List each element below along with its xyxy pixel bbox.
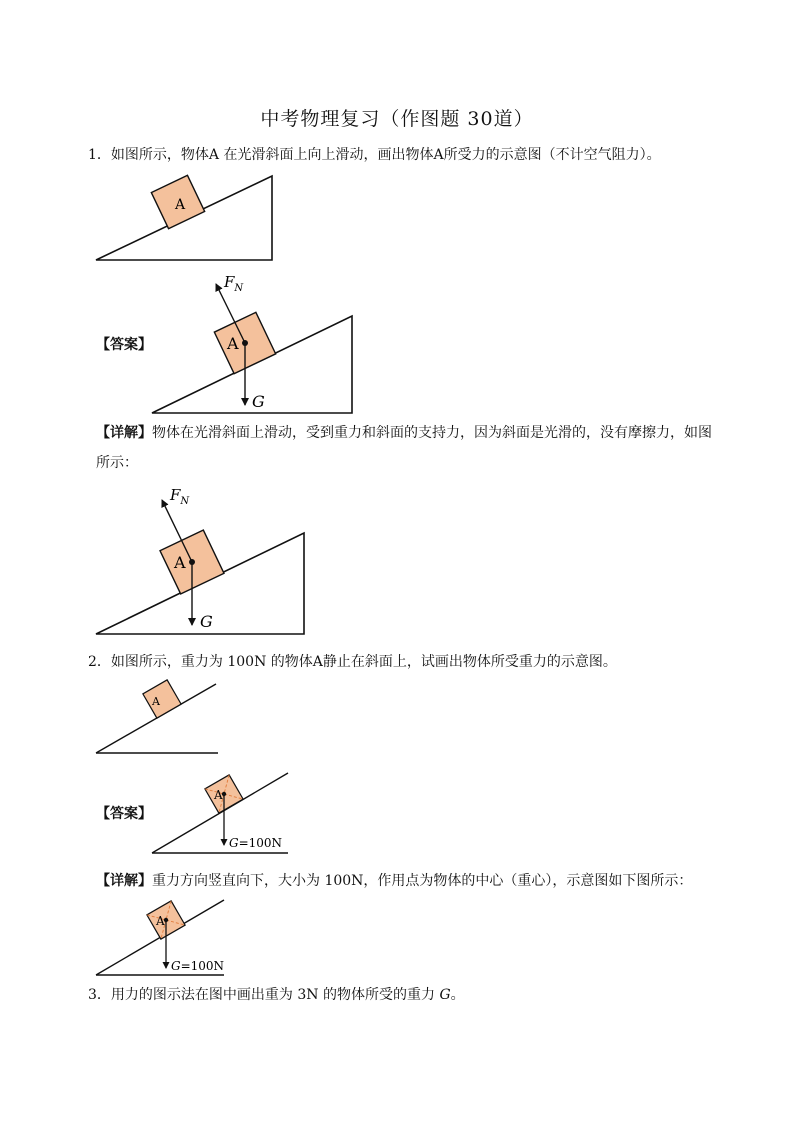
question-3: [88, 985, 465, 1005]
block-label: A: [214, 788, 223, 802]
block-label: A: [174, 553, 186, 572]
force-normal-label: $F_N$: [224, 273, 244, 294]
force-normal-label: $F_N$: [170, 486, 190, 507]
gravity-label: G=100N: [229, 836, 283, 850]
question-text: 如图所示，物体A 在光滑斜面上向上滑动，画出物体A所受力的示意图（不计空气阻力）。: [110, 147, 661, 163]
detail-text: 重力方向竖直向下，大小为 100N，作用点为物体的中心（重心），示意图如下图所示：: [152, 873, 693, 889]
question-number: 1．: [88, 147, 111, 163]
answer-tag: 【答案】: [96, 337, 152, 353]
block-label: A: [227, 334, 239, 353]
question-text: 用力的图示法在图中画出重为 3N 的物体所受的重力: [110, 987, 440, 1003]
gravity-label: G: [252, 392, 265, 411]
detail-tag: 【详解】: [96, 873, 152, 889]
page-title: 中考物理复习（作图题 30道）: [260, 108, 534, 130]
block-label: A: [175, 197, 186, 213]
question-text-end: 。: [450, 987, 465, 1003]
question-text: 如图所示，重力为 100N 的物体A静止在斜面上，试画出物体所受重力的示意图。: [110, 654, 617, 670]
question-number: 2．: [88, 654, 111, 670]
gravity-label: G=100N: [171, 959, 225, 973]
gravity-label: G: [200, 612, 213, 631]
question-number: 3．: [88, 987, 111, 1003]
detail-text: 物体在光滑斜面上滑动，受到重力和斜面的支持力，因为斜面是光滑的，没有摩擦力，如图所示：: [96, 425, 712, 471]
question-symbol: G: [439, 987, 451, 1003]
block-label: A: [152, 695, 160, 708]
detail-tag: 【详解】: [96, 425, 152, 441]
answer-tag: 【答案】: [96, 806, 152, 822]
block-label: A: [156, 914, 165, 928]
